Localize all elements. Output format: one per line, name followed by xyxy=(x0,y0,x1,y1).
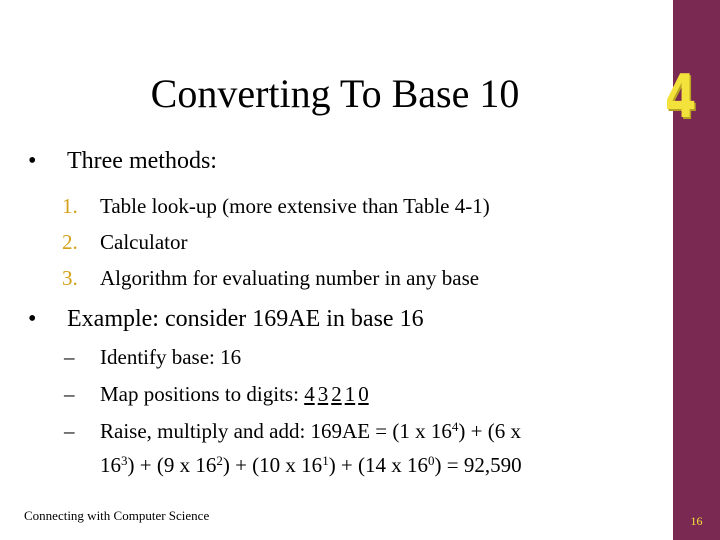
position-digit: 3 xyxy=(317,382,329,406)
list-text-prefix: Map positions to digits: xyxy=(100,382,299,406)
list-marker: – xyxy=(64,419,75,443)
exponent: 3 xyxy=(121,453,128,468)
list-text: Algorithm for evaluating number in any base xyxy=(100,266,480,290)
list-text: Identify base: 16 xyxy=(100,345,242,369)
formula-part: ) + (10 x 16 xyxy=(222,453,323,477)
list-marker: – xyxy=(64,345,75,369)
slide-title: Converting To Base 10 xyxy=(150,71,520,116)
formula-part: 16 xyxy=(100,453,121,477)
exponent: 4 xyxy=(451,419,459,434)
position-digit: 2 xyxy=(331,382,342,406)
formula-line-1 xyxy=(100,418,521,444)
position-digit: 4 xyxy=(304,382,315,406)
bullet-dot: • xyxy=(28,306,37,332)
bullet-text: Example: consider 169AE in base 16 xyxy=(67,306,424,332)
formula-part: ) = 92,590 xyxy=(434,453,522,477)
position-digit: 1 xyxy=(344,382,356,406)
formula-line-2 xyxy=(100,452,522,478)
exponent: 0 xyxy=(428,453,435,468)
list-marker: 3. xyxy=(62,266,78,290)
position-digit: 0 xyxy=(358,382,369,406)
formula-part: ) + (6 x xyxy=(458,419,521,443)
list-text: Table look-up (more extensive than Table 4-1) xyxy=(100,194,490,218)
exponent: 1 xyxy=(322,453,329,468)
bullet-text: Three methods: xyxy=(67,148,217,174)
chapter-number: 4 xyxy=(665,62,697,132)
bullet-dot: • xyxy=(28,148,37,174)
page-number: 16 xyxy=(690,514,703,528)
list-marker: 2. xyxy=(62,230,78,254)
list-text xyxy=(100,381,372,407)
list-text: Calculator xyxy=(100,230,188,254)
formula-part: Raise, multiply and add: 169AE = (1 x 16 xyxy=(100,419,452,443)
list-marker: – xyxy=(64,382,75,406)
exponent: 2 xyxy=(216,453,223,468)
list-marker: 1. xyxy=(62,194,78,218)
footer-text: Connecting with Computer Science xyxy=(24,508,210,523)
formula-part: ) + (14 x 16 xyxy=(328,453,429,477)
formula-part: ) + (9 x 16 xyxy=(127,453,217,477)
